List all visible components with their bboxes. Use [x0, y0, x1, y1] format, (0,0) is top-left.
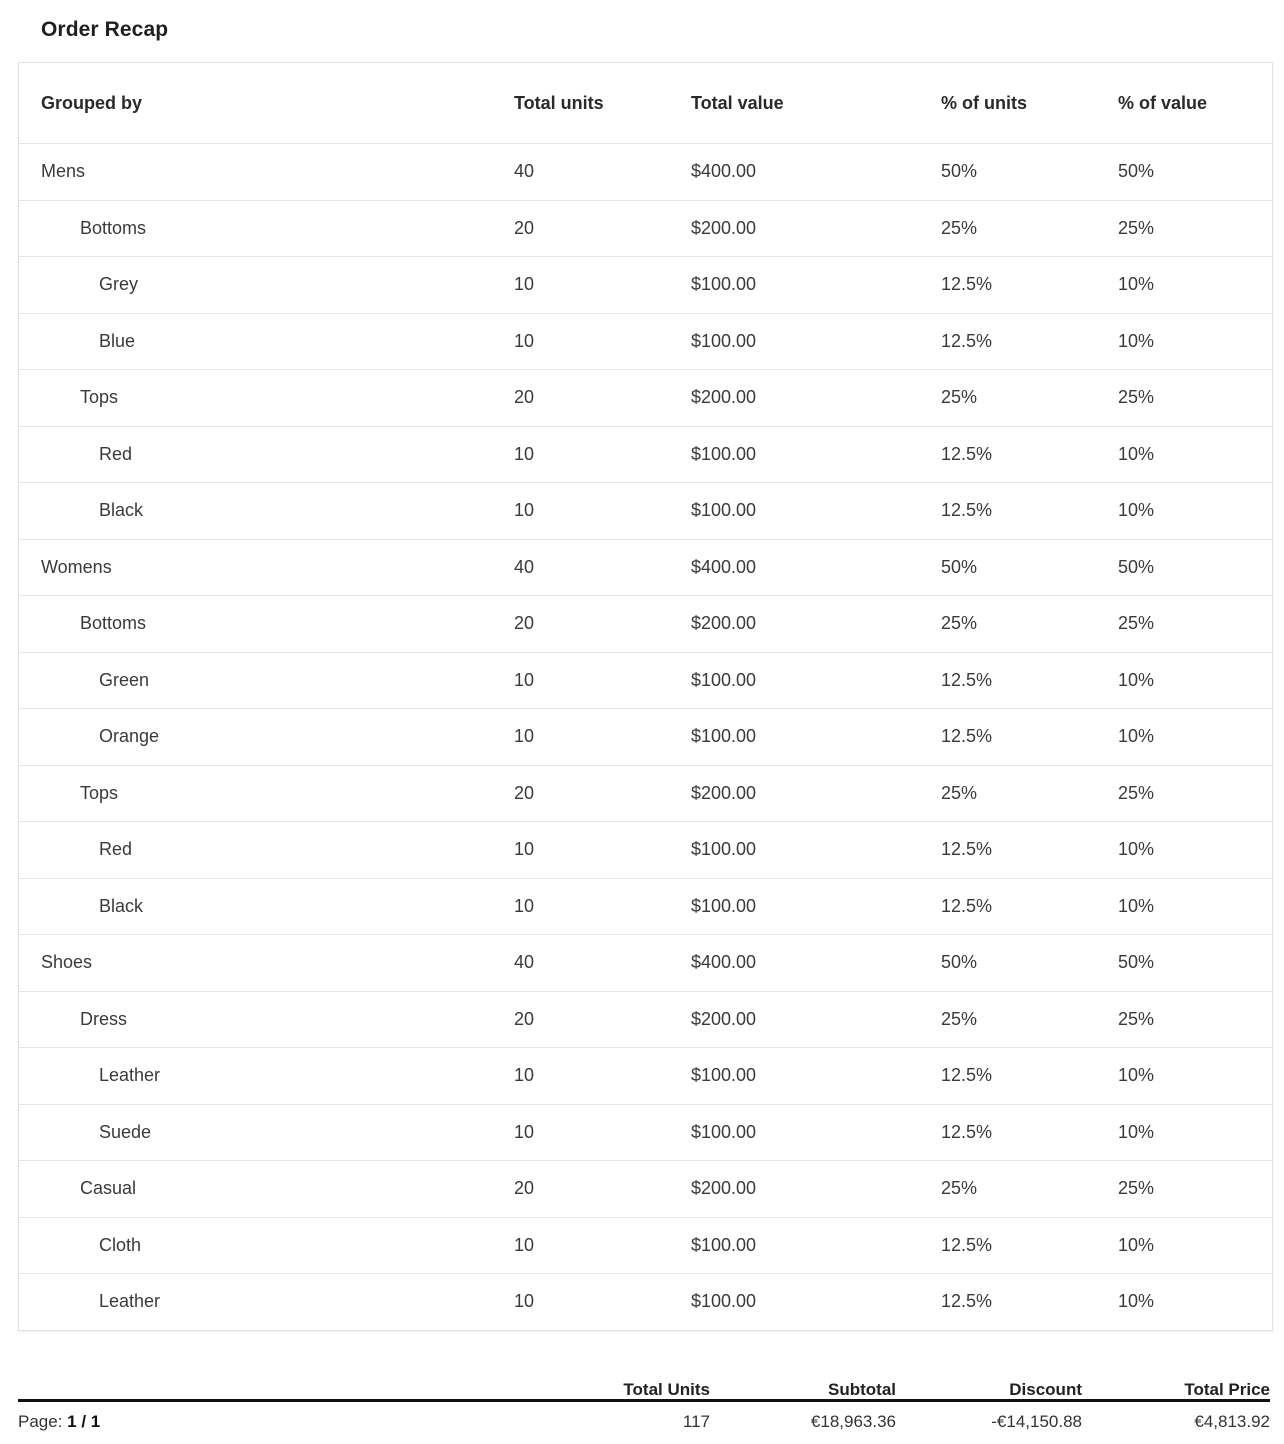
- row-pct-units: 25%: [941, 1008, 978, 1029]
- page-title: Order Recap: [41, 18, 169, 41]
- row-pct-units: 12.5%: [941, 726, 993, 747]
- row-total-units: 10: [514, 895, 535, 916]
- totals-header-subtotal: Subtotal: [828, 1380, 896, 1399]
- table-row: [19, 1047, 1272, 1104]
- row-group-name: Green: [99, 669, 150, 690]
- table-row: [19, 1273, 1272, 1330]
- row-pct-value: 25%: [1118, 1008, 1155, 1029]
- row-total-units: 20: [514, 613, 535, 634]
- totals-discount-value: -€14,150.88: [991, 1412, 1082, 1431]
- row-total-value: $100.00: [691, 1121, 757, 1142]
- row-pct-value: 10%: [1118, 330, 1155, 351]
- row-pct-units: 25%: [941, 613, 978, 634]
- row-pct-value: 50%: [1118, 952, 1155, 973]
- row-pct-units: 25%: [941, 217, 978, 238]
- row-pct-value: 25%: [1118, 1178, 1155, 1199]
- row-pct-value: 10%: [1118, 443, 1155, 464]
- table-row: [19, 878, 1272, 935]
- row-pct-units: 25%: [941, 1178, 978, 1199]
- table-row: [19, 369, 1272, 426]
- header-pct-units: % of units: [941, 92, 1027, 113]
- row-total-units: 10: [514, 500, 535, 521]
- row-group-name: Black: [99, 500, 144, 521]
- row-total-units: 40: [514, 952, 535, 973]
- order-totals: [18, 1376, 1270, 1440]
- row-pct-units: 12.5%: [941, 1121, 993, 1142]
- row-group-name: Cloth: [99, 1234, 142, 1255]
- row-pct-value: 50%: [1118, 556, 1155, 577]
- row-total-value: $100.00: [691, 274, 757, 295]
- table-row: [19, 426, 1272, 483]
- row-total-value: $200.00: [691, 782, 757, 803]
- row-group-name: Orange: [99, 726, 160, 747]
- row-pct-value: 10%: [1118, 1065, 1155, 1086]
- table-row: [19, 708, 1272, 765]
- table-row: [19, 934, 1272, 991]
- header-pct-value: % of value: [1118, 92, 1208, 113]
- row-group-name: Shoes: [41, 952, 93, 973]
- row-pct-units: 12.5%: [941, 443, 993, 464]
- table-header-row: [19, 63, 1272, 143]
- row-group-name: Blue: [99, 330, 136, 351]
- row-total-value: $400.00: [691, 161, 757, 182]
- row-pct-value: 50%: [1118, 161, 1155, 182]
- order-recap-table: [18, 62, 1273, 1331]
- table-row: [19, 1217, 1272, 1274]
- row-pct-value: 25%: [1118, 613, 1155, 634]
- table-row: [19, 765, 1272, 822]
- row-pct-units: 25%: [941, 782, 978, 803]
- row-total-value: $200.00: [691, 613, 757, 634]
- row-pct-units: 12.5%: [941, 1065, 993, 1086]
- table-row: [19, 482, 1272, 539]
- row-total-units: 20: [514, 782, 535, 803]
- table-row: [19, 256, 1272, 313]
- row-pct-units: 12.5%: [941, 839, 993, 860]
- totals-total-price-value: €4,813.92: [1194, 1412, 1270, 1431]
- row-group-name: Leather: [99, 1291, 161, 1312]
- totals-header-row: [18, 1376, 1270, 1402]
- row-group-name: Womens: [41, 556, 112, 577]
- totals-units-value: 117: [682, 1412, 710, 1431]
- row-total-units: 10: [514, 443, 535, 464]
- row-total-value: $200.00: [691, 217, 757, 238]
- row-group-name: Dress: [80, 1008, 128, 1029]
- row-pct-value: 10%: [1118, 274, 1155, 295]
- row-total-units: 10: [514, 330, 535, 351]
- totals-header-total-price: Total Price: [1184, 1380, 1270, 1399]
- row-group-name: Suede: [99, 1121, 152, 1142]
- row-total-units: 20: [514, 217, 535, 238]
- row-total-units: 40: [514, 556, 535, 577]
- row-total-units: 20: [514, 1008, 535, 1029]
- row-total-value: $100.00: [691, 1234, 757, 1255]
- row-pct-units: 50%: [941, 952, 978, 973]
- row-group-name: Bottoms: [80, 613, 147, 634]
- row-pct-value: 10%: [1118, 1291, 1155, 1312]
- table-row: [19, 1104, 1272, 1161]
- row-pct-value: 10%: [1118, 500, 1155, 521]
- row-total-units: 10: [514, 274, 535, 295]
- row-pct-value: 25%: [1118, 217, 1155, 238]
- page-value: 1 / 1: [67, 1412, 101, 1431]
- row-pct-units: 12.5%: [941, 274, 993, 295]
- table-row: [19, 652, 1272, 709]
- row-pct-value: 25%: [1118, 387, 1155, 408]
- header-grouped-by: Grouped by: [41, 92, 143, 113]
- row-total-units: 10: [514, 1291, 535, 1312]
- row-pct-value: 10%: [1118, 669, 1155, 690]
- row-pct-units: 12.5%: [941, 1291, 993, 1312]
- row-total-value: $100.00: [691, 1291, 757, 1312]
- row-pct-units: 12.5%: [941, 1234, 993, 1255]
- row-group-name: Tops: [80, 782, 119, 803]
- row-group-name: Red: [99, 443, 133, 464]
- row-pct-value: 10%: [1118, 1234, 1155, 1255]
- row-total-value: $100.00: [691, 669, 757, 690]
- row-total-units: 10: [514, 839, 535, 860]
- table-row: [19, 143, 1272, 200]
- row-pct-value: 25%: [1118, 782, 1155, 803]
- table-row: [19, 200, 1272, 257]
- table-row: [19, 595, 1272, 652]
- row-total-value: $100.00: [691, 330, 757, 351]
- row-total-value: $100.00: [691, 500, 757, 521]
- row-total-value: $400.00: [691, 556, 757, 577]
- table-row: [19, 991, 1272, 1048]
- row-total-units: 20: [514, 1178, 535, 1199]
- row-pct-value: 10%: [1118, 839, 1155, 860]
- row-total-value: $200.00: [691, 387, 757, 408]
- page-indicator: [18, 1412, 100, 1432]
- row-pct-units: 50%: [941, 556, 978, 577]
- totals-subtotal-value: €18,963.36: [810, 1412, 896, 1431]
- header-total-value: Total value: [691, 92, 784, 113]
- row-total-units: 20: [514, 387, 535, 408]
- row-pct-units: 12.5%: [941, 669, 993, 690]
- row-group-name: Black: [99, 895, 144, 916]
- row-pct-units: 12.5%: [941, 895, 993, 916]
- table-body: [19, 143, 1272, 1330]
- row-total-units: 40: [514, 161, 535, 182]
- row-total-units: 10: [514, 1234, 535, 1255]
- row-pct-units: 12.5%: [941, 330, 993, 351]
- row-total-units: 10: [514, 1065, 535, 1086]
- row-pct-value: 10%: [1118, 1121, 1155, 1142]
- row-group-name: Leather: [99, 1065, 161, 1086]
- table-row: [19, 821, 1272, 878]
- row-total-units: 10: [514, 726, 535, 747]
- row-pct-units: 25%: [941, 387, 978, 408]
- row-pct-value: 10%: [1118, 726, 1155, 747]
- row-total-value: $100.00: [691, 895, 757, 916]
- row-total-units: 10: [514, 669, 535, 690]
- table-row: [19, 1160, 1272, 1217]
- page-label: Page:: [18, 1412, 63, 1431]
- table-row: [19, 313, 1272, 370]
- row-total-value: $100.00: [691, 726, 757, 747]
- row-total-value: $400.00: [691, 952, 757, 973]
- row-group-name: Grey: [99, 274, 139, 295]
- row-total-value: $200.00: [691, 1178, 757, 1199]
- row-total-value: $200.00: [691, 1008, 757, 1029]
- totals-header-discount: Discount: [1009, 1380, 1082, 1399]
- row-group-name: Red: [99, 839, 133, 860]
- row-group-name: Casual: [80, 1178, 137, 1199]
- row-total-value: $100.00: [691, 839, 757, 860]
- row-group-name: Bottoms: [80, 217, 147, 238]
- row-group-name: Tops: [80, 387, 119, 408]
- totals-header-units: Total Units: [623, 1380, 710, 1399]
- table-row: [19, 539, 1272, 596]
- row-total-value: $100.00: [691, 1065, 757, 1086]
- totals-values-row: [18, 1402, 1270, 1440]
- header-total-units: Total units: [514, 92, 604, 113]
- row-group-name: Mens: [41, 161, 86, 182]
- row-total-value: $100.00: [691, 443, 757, 464]
- row-pct-units: 50%: [941, 161, 978, 182]
- row-total-units: 10: [514, 1121, 535, 1142]
- row-pct-value: 10%: [1118, 895, 1155, 916]
- row-pct-units: 12.5%: [941, 500, 993, 521]
